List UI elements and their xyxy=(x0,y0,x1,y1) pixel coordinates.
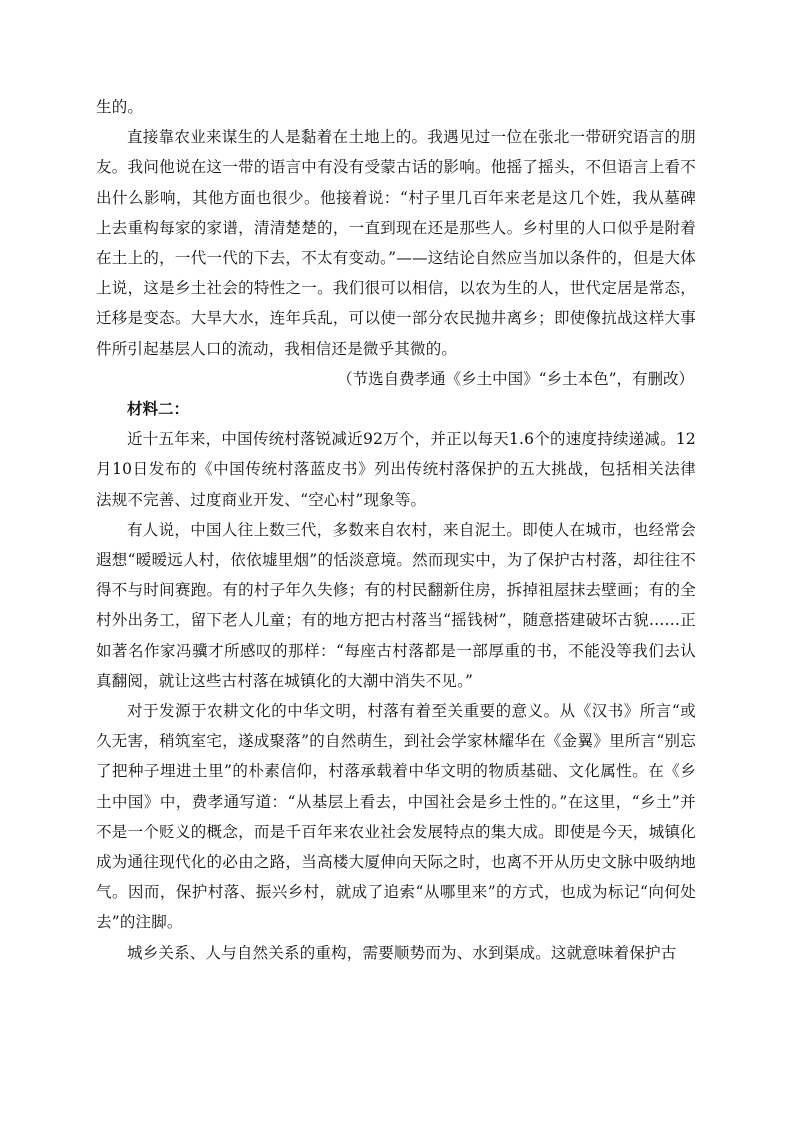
paragraph-fragment: 生的。 xyxy=(96,98,144,116)
paragraph-farming-land: 直接靠农业来谋生的人是黏着在土地上的。我遇见过一位在张北一带研究语言的朋友。我问他说在这一带的语言中有没有受蒙古话的影响。他摇了摇头，不但语言上看不出什么影响，其他方面也很少。他接着说：“村子里几百年来老是这几个姓，我从墓碑上去重构每家的家谱，清清楚楚的，一直到现在还是那些人。乡村里的人口似乎是附着在土上的，一代一代的下去，不太有变动。”——这结论自然应当加以条件的，但是大体上说，这是乡土社会的特性之一。我们很可以相信，以农为生的人，世代定居是常态，迁移是变态。大旱大水，连年兵乱，可以使一部分农民抛井离乡；即使像抗战这样大事件所引起基层人口的流动，我相信还是微乎其微的。 xyxy=(96,128,696,358)
paragraph-village-protection: 有人说，中国人往上数三代，多数来自农村，来自泥土。即使人在城市，也经常会遐想“暧暧远人村，依依墟里烟”的恬淡意境。然而现实中，为了保护古村落，却往往不得不与时间赛跑。有的村子年久失修；有的村民翻新住房，拆掉祖屋抹去壁画；有的全村外出务工，留下老人儿童；有的地方把古村落当“摇钱树”，随意搭建破坏古貌……正如著名作家冯骥才所感叹的那样：“每座古村落都是一部厚重的书，不能没等我们去认真翻阅，就让这些古村落在城镇化的大潮中消失不见。” xyxy=(96,520,696,690)
paragraph-village-decline: 近十五年来，中国传统村落锐减近92万个，并正以每天1.6个的速度持续递减。12月10日发布的《中国传统村落蓝皮书》列出传统村落保护的五大挑战，包括相关法律法规不完善、过度商业开发、“空心村”现象等。 xyxy=(96,430,696,509)
source-citation: （节选自费孝通《乡土中国》“乡土本色”，有删改） xyxy=(337,369,694,388)
document-page xyxy=(96,92,696,968)
material-two-heading: 材料二： xyxy=(127,400,190,419)
paragraph-village-significance: 对于发源于农耕文化的中华文明，村落有着至关重要的意义。从《汉书》所言“或久无害，稍筑室宅，遂成聚落”的自然萌生，到社会学家林耀华在《金翼》里所言“别忘了把种子埋进土里”的朴素信仰，村落承载着中华文明的物质基础、文化属性。在《乡土中国》中，费孝通写道：“从基层上看去，中国社会是乡土性的。”在这里，“乡土”并不是一个贬义的概念，而是千百年来农业社会发展特点的集大成。即使是今天，城镇化成为通往现代化的必由之路，当高楼大厦伸向天际之时，也离不开从历史文脉中吸纳地气。因而，保护村落、振兴乡村，就成了追索“从哪里来”的方式，也成为标记“向何处去”的注脚。 xyxy=(96,702,696,932)
paragraph-urban-rural: 城乡关系、人与自然关系的重构，需要顺势而为、水到渠成。这就意味着保护古 xyxy=(127,943,677,962)
